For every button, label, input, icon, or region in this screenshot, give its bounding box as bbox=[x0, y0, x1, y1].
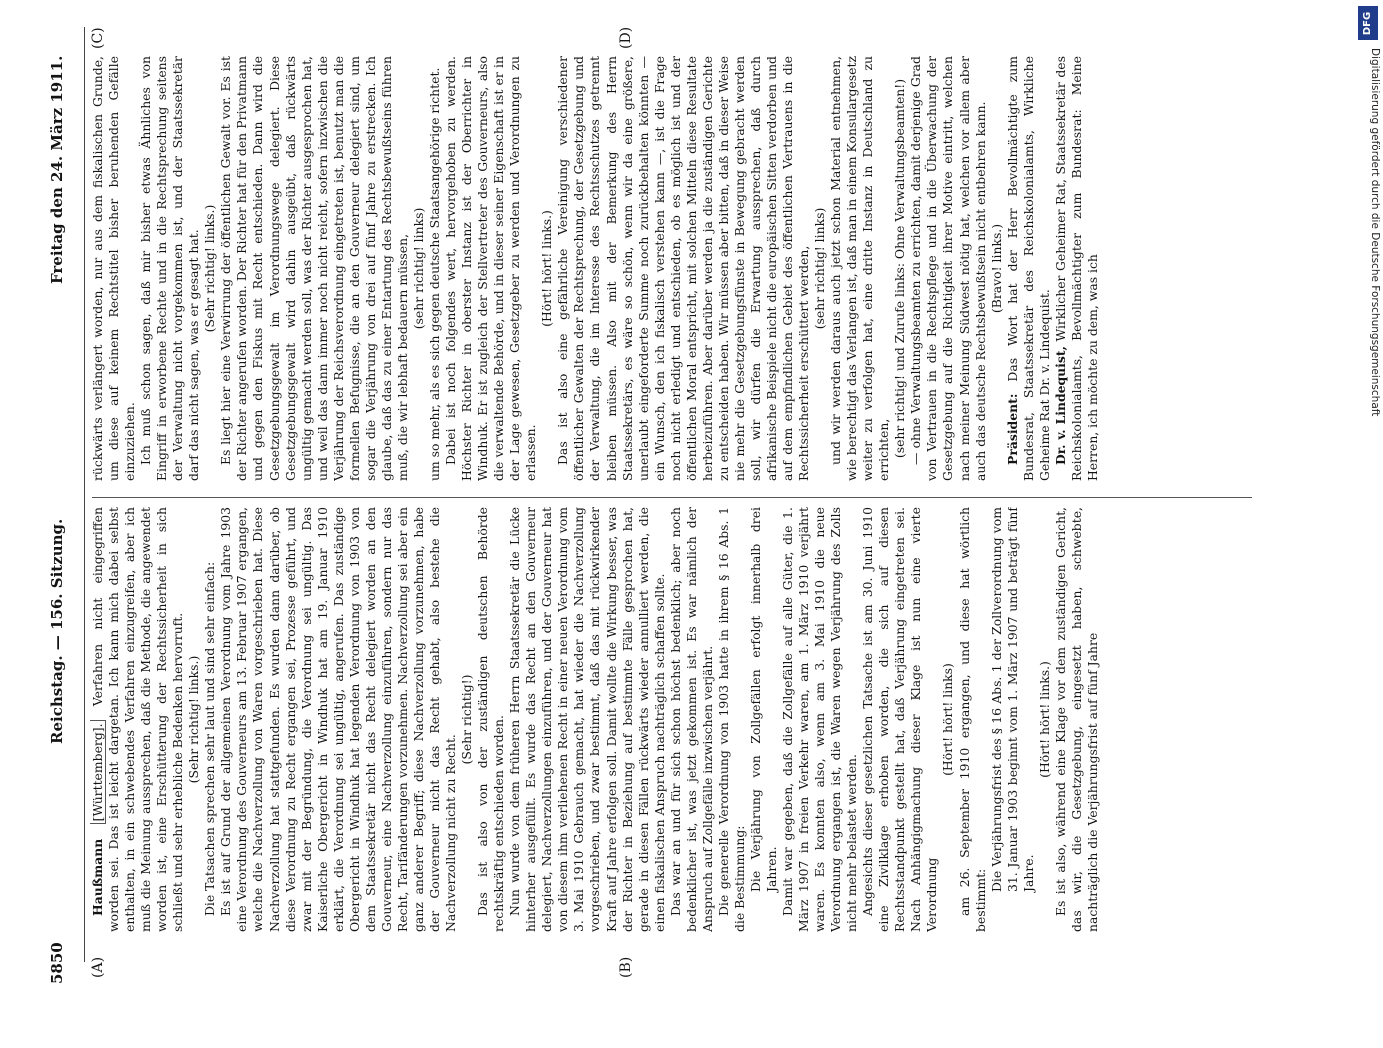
digitization-credit: Digitalisierung gefördert durch die Deutsche Forschungsgemeinschaft bbox=[1369, 48, 1381, 417]
paragraph-text: Das war an und für sich schon höchst bedenklich; aber noch bedenklicher ist, was jetzt gekommen ist. Es war nämlich der Anspruch auf Zollgefälle inzwischen verjährt. bbox=[667, 507, 715, 932]
paragraph-text: Verfahren nicht eingegriffen worden sei. Das ist leicht dargetan. Ich kann mich dabei selbst enthalten, in ein schwebendes Verfahren einzugreifen, aber ich muß die Meinung aussprechen, daß die Methode, die angewendet worden ist, eine Erschütterung der Rechtssicherheit in sich schließt und sehr erhebliche Bedenken hervorruft. bbox=[90, 507, 186, 932]
paragraph bbox=[507, 507, 667, 932]
margin-mark-b: (B) bbox=[618, 956, 634, 978]
paragraph bbox=[860, 507, 940, 932]
margin-mark-c: (C) bbox=[90, 27, 106, 49]
paragraph bbox=[1053, 507, 1101, 932]
left-column bbox=[90, 507, 1265, 932]
paragraph bbox=[957, 507, 989, 932]
paragraph bbox=[138, 56, 202, 481]
paragraph bbox=[828, 56, 892, 481]
interjection bbox=[892, 56, 908, 481]
paragraph bbox=[748, 507, 780, 892]
dfg-logo: DFG bbox=[1358, 6, 1378, 40]
page-number: 5850 bbox=[48, 942, 66, 984]
paragraph-text: Das ist also von der zuständigen deutschen Behörde rechtskräftig entschieden worden. bbox=[475, 507, 507, 932]
paragraph-text: am 26. September 1910 ergangen, und diese hat wörtlich bestimmt: bbox=[956, 507, 988, 932]
paragraph bbox=[218, 56, 411, 481]
paragraph-text: Die Tatsachen sprechen sehr laut und sind sehr einfach: bbox=[202, 561, 218, 916]
speaker-name: Dr. v. Lindequist, bbox=[1052, 346, 1068, 465]
paragraph bbox=[555, 56, 812, 481]
interjection bbox=[940, 507, 956, 932]
interjection bbox=[989, 56, 1005, 481]
paragraph-text: Wirklicher Geheimer Rat, Staatssekretär des Reichskolonialamts, Bevollmächtigter zum Bundesrat: Meine Herren, ich möchte zu dem, was ich bbox=[1052, 56, 1100, 481]
paragraph bbox=[908, 56, 988, 481]
interjection bbox=[1037, 507, 1053, 932]
paragraph bbox=[716, 507, 748, 932]
interjection bbox=[186, 507, 202, 932]
paragraph-text: Das ist also eine gefährliche Vereinigung verschiedener öffentlicher Gewalten der Rechtsprechung, der Gesetzgebung und der Verwaltung, die im Interesse des Rechtsschutzes getrennt bleiben müssen. Also mit der Bemerkung des Herrn Staatssekretärs, es wäre so schön, wenn wir da eine größere, unerlaubt eingeforderte Summe noch zurückbehalten könnten — ein Wunsch, den ich fiskalisch verstehen kann —, ist die Frage noch nicht erledigt und entschieden, ob es möglich ist und der öffentlichen Moral entspricht, mit solchen Mitteln diese Resultate herbeizuführen. Aber darüber werden ja die zuständigen Gerichte zu entscheiden haben. Wir müssen aber bitten, daß in dieser Weise nie mehr die Gesetzgebungsfünste in Bewegung gebracht werden soll, wir dürfen die Erwartung aussprechen, daß durch afrikanische Beispiele nicht die europäischen Sitten verdorben und auf dem empfindlichen Gebiet des öffentlichen Vertrauens in die Rechtssicherheit erschüttert werden, bbox=[555, 56, 812, 481]
digitization-sidebar bbox=[1355, 0, 1383, 1000]
speech-paragraph bbox=[1005, 56, 1053, 481]
speaker-note: [Württemberg]. bbox=[90, 720, 106, 824]
paragraph-text: (sehr richtig! links) bbox=[812, 207, 828, 330]
speech-paragraph bbox=[90, 507, 186, 932]
paragraph-text: Es ist auf Grund der allgemeinen Verordnung vom Jahre 1903 eine Verordnung des Gouverneurs am 13. Februar 1907 ergangen, welche die Nachverzollung von Waren vorgeschrieben hat. Diese Nachverzollung hat stattgefunden. Es wurden dann darüber, ob diese Verordnung zu Recht ergangen sei, Prozesse geführt, und zwar mit der Begründung, die Verordnung sei ungültig. Das Kaiserliche Obergericht in Windhuk hat am 19. Januar 1910 erklärt, die Verordnung sei ungültig, angerufen. Das zuständige Obergericht in Windhuk hat legenden Verordnung von 1903 von dem Staatssekretär nicht das Recht delegiert worden an den Gouverneur, eine Nachverzollung einzuführen, sondern nur das Recht, Tarifänderungen vorzunehmen. Nachverzollung sei aber ein ganz anderer Begriff; diese Nachverzollung vorzunehmen, habe der Gouverneur nicht das Recht gehabt, also bestehe die Nachverzollung nicht zu Recht. bbox=[218, 507, 459, 932]
interjection bbox=[202, 56, 218, 481]
header-rule bbox=[84, 27, 85, 962]
interjection bbox=[539, 56, 555, 481]
interjection bbox=[459, 507, 475, 932]
paragraph bbox=[475, 507, 507, 932]
paragraph-text: um so mehr, als es sich gegen deutsche Staatsangehörige richtet. bbox=[426, 67, 442, 481]
session-date: Freitag den 24. März 1911. bbox=[48, 55, 66, 284]
paragraph bbox=[989, 507, 1037, 892]
interjection bbox=[812, 56, 828, 481]
column-divider bbox=[92, 497, 1252, 498]
paragraph-text: und wir werden daraus auch jetzt schon Material entnehmen, wie berechtigt das Verlangen ist, daß man in einem Konsulargesetz weiter zu verfolgen hat, eine dritte Instanz in Deutschland zu errichten, bbox=[828, 56, 892, 481]
speech-paragraph bbox=[1053, 56, 1101, 481]
paragraph-text: Die Verjährung von Zollgefällen erfolgt innerhalb drei Jahren. bbox=[747, 507, 779, 892]
paragraph-text: Das Wort hat der Herr Bevollmächtigte zum Bundesrat, Staatssekretär des Reichskolonialamts, Wirkliche Geheime Rat Dr. v. Lindequist. bbox=[1004, 56, 1052, 481]
paragraph-text: (sehr richtig! links) bbox=[410, 207, 426, 330]
paragraph bbox=[202, 507, 218, 932]
margin-mark-d: (D) bbox=[618, 26, 634, 49]
paragraph-text: Die Verjährungsfrist des § 16 Abs. 1 der Zollverordnung vom 31. Januar 1903 beginnt vom 1. März 1907 und beträgt fünf Jahre. bbox=[988, 507, 1036, 892]
right-column bbox=[90, 56, 1265, 481]
paragraph-text: (Hört! hört! links) bbox=[940, 663, 956, 776]
paragraph bbox=[668, 507, 716, 932]
paragraph-text: Angesichts dieser gesetzlichen Tatsache ist am 30. Juni 1910 eine Zivilklage erhoben worden, die sich auf diesen Rechtsstandpunkt gestellt hat, daß Verjährung eingetreten sei. Nach Anhängigmachung dieser Klage ist nun eine vierte Verordnung bbox=[860, 507, 940, 932]
paragraph bbox=[427, 56, 443, 481]
paragraph-text: (Hört! hört! links.) bbox=[1036, 661, 1052, 778]
paragraph-text: Es liegt hier eine Verwirrung der öffentlichen Gewalt vor. Es ist der Richter angerufen worden. Der Richter hat für den Privatmann und gegen den Fiskus mit Recht entschieden. Dann wird die Gesetzgebungsgewalt im Verordnungswege delegiert. Diese Gesetzgebungsgewalt wird dahin ausgeübt, daß rückwärts ungültig gemacht werden soll, was der Richter ausgesprochen hat, und weil das dann immer noch nicht reicht, sofern inzwischen die Verjährung der Reichsverordnung eingetreten ist, benutzt man die formellen Befugnisse, die an den Gouverneur delegiert sind, um sogar die Verjährung von drei auf fünf Jahre zu erstrecken. Ich glaube, daß das zu einer Entartung des Rechtsbewußtseins führen muß, die wir lebhaft bedauern müssen, bbox=[218, 56, 410, 481]
document-page bbox=[40, 19, 1269, 984]
paragraph-text: (Sehr richtig! links.) bbox=[186, 655, 202, 784]
paragraph bbox=[90, 56, 138, 481]
interjection bbox=[411, 56, 427, 481]
paragraph-text: rückwärts verlängert worden, nur aus dem fiskalischen Grunde, um diese auf keinem Rechtstitel bisher beruhenden Gefälle einzuziehen. bbox=[90, 56, 138, 481]
paragraph bbox=[780, 507, 860, 932]
paragraph-text: (Sehr richtig! links.) bbox=[202, 204, 218, 333]
paragraph-text: Die generelle Verordnung von 1903 hatte in ihrem § 16 Abs. 1 die Bestimmung: bbox=[715, 507, 747, 932]
paragraph-text: Es ist also, während eine Klage vor dem zuständigen Gericht, das wir, die Gesetzgebung, eingesetzt haben, schwebte, nachträglich die Verjährungsfrist auf fünf Jahre bbox=[1052, 507, 1100, 932]
margin-mark-a: (A) bbox=[90, 956, 106, 978]
paragraph bbox=[443, 56, 539, 481]
page-header bbox=[40, 19, 80, 984]
paragraph-text: Damit war gegeben, daß die Zollgefälle auf alle Güter, die 1. März 1907 in freien Verkehr waren, am 1. März 1910 verjährt waren. Es konnten also, wenn am 3. Mai 1910 die neue Verordnung ergangen ist, die Waren wegen Verjährung des Zolls nicht mehr belastet werden. bbox=[780, 507, 860, 932]
speaker-name: Haußmann bbox=[90, 838, 105, 916]
paragraph-text: (sehr richtig! und Zurufe links: Ohne Verwaltungsbeamten!) bbox=[892, 78, 908, 459]
paragraph-text: (Hört! hört! links.) bbox=[539, 210, 555, 327]
paragraph-text: (Bravo! links.) bbox=[988, 223, 1004, 314]
paragraph-text: Ich muß schon sagen, daß mir bisher etwas Ähnliches von Eingriff in erworbene Rechte und in die Rechtsprechung seitens der Verwaltung nicht vorgekommen ist, und der Staatssekretär darf das nicht sagen, was er gesagt hat. bbox=[138, 56, 202, 481]
paragraph-text: — ohne Verwaltungsbeamten zu errichten, damit derjenige Grad von Vertrauen in die Rechtspflege und in die Überwachung der Gesetzgebung auf die Richtigkeit ihrer Motive eintritt, welchen nach meiner Meinung Südwest nötig hat, welchen vor allem aber auch das deutsche Rechtsbewußtsein nicht entbehren kann. bbox=[908, 56, 988, 481]
speaker-name: Präsident: bbox=[1004, 393, 1020, 465]
session-title: Reichstag. — 156. Sitzung. bbox=[48, 518, 66, 744]
paragraph-text: Nun wurde von dem früheren Herrn Staatssekretär die Lücke hinterher ausgefüllt. Es wurde das Recht an den Gouverneur delegiert, Nachverzollungen einzuführen, und der Gouverneur hat von diesem ihm verliehenen Recht in einer neuen Verordnung vom 3. Mai 1910 Gebrauch gemacht, hat wieder die Nachverzollung vorgeschrieben, und zwar bestimmt, daß das mit rückwirkender Kraft auf Jahre erfolgen soll. Damit wollte die Wirkung besser, was der Richter in Beziehung auf bestimmte Fälle gesprochen hat, gerade in diesen Fällen rückwärts wieder annulliert werden, die einen fiskalischen Anspruch nachträglich schaffen sollte. bbox=[507, 507, 667, 932]
paragraph-text: (Sehr richtig!) bbox=[459, 674, 475, 765]
paragraph-text: Dabei ist noch folgendes wert, hervorgehoben zu werden. Höchster Richter in oberster Instanz ist der Oberrichter in Windhuk. Er ist zugleich der Stellvertreter des Gouverneurs, also die verwaltende Behörde, und in dieser seiner Eigenschaft ist er in der Lage gewesen, Gesetzgeber zu werden und Verordnungen zu erlassen. bbox=[443, 56, 539, 481]
paragraph bbox=[218, 507, 459, 932]
